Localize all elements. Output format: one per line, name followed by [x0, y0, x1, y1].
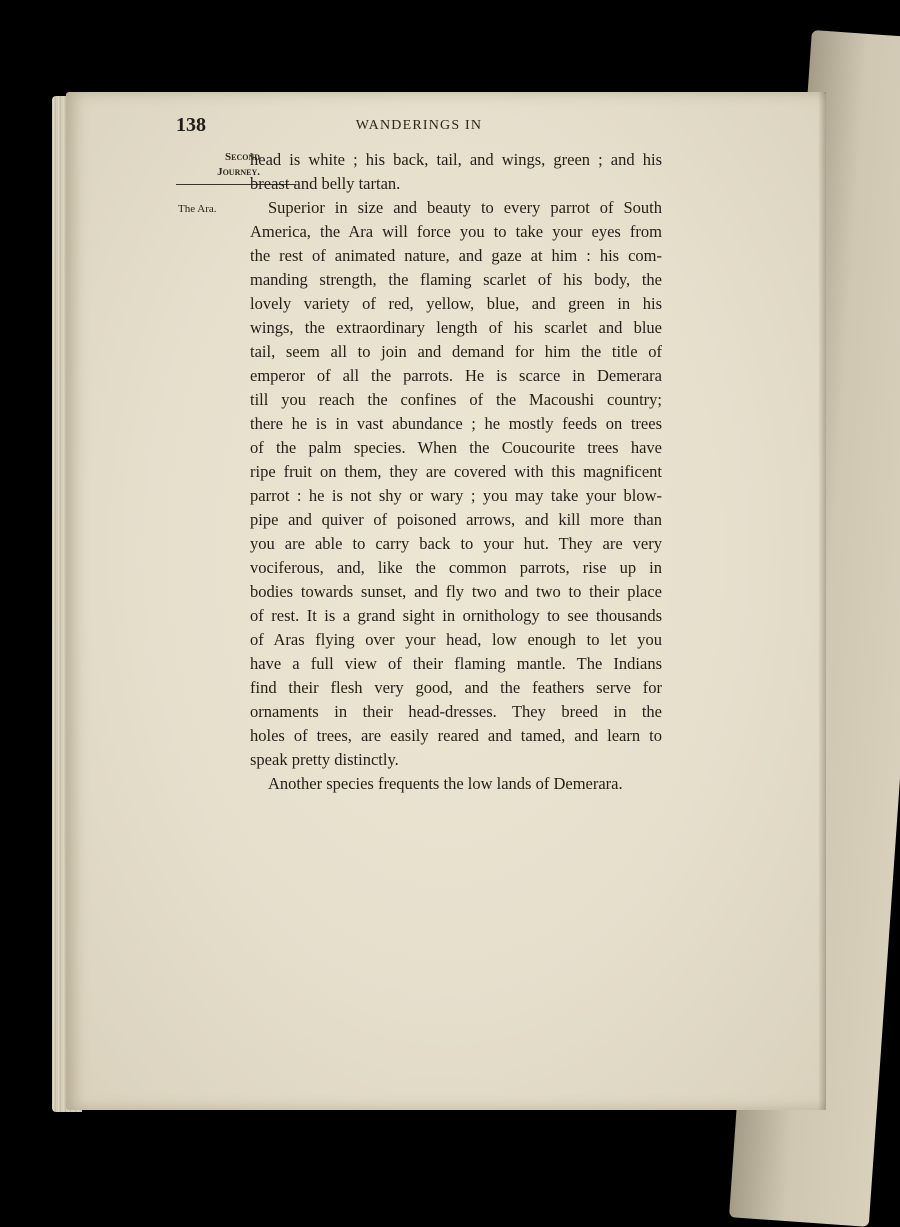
text-line: vociferous, and, like the common parrots, rise up in [250, 558, 662, 577]
text-line: you are able to carry back to your hut. They are very [250, 534, 662, 553]
text-line: the rest of animated nature, and gaze at him : his com- [250, 246, 662, 265]
text-line: bodies towards sunset, and fly two and two to their place [250, 582, 662, 601]
margin-note-section: The Ara. [178, 203, 217, 215]
margin-note-journey-2: Journey. [217, 166, 260, 178]
text-line: lovely variety of red, yellow, blue, and green in his [250, 294, 662, 313]
text-line: parrot : he is not shy or wary ; you may take your blow- [250, 486, 662, 505]
text-line: holes of trees, are easily reared and tamed, and learn to [250, 726, 662, 745]
text-line: ornaments in their head-dresses. They breed in the [250, 702, 662, 721]
text-line: have a full view of their flaming mantle. The Indians [250, 654, 662, 673]
body-text [250, 148, 662, 796]
text-line: head is white ; his back, tail, and wings, green ; and his [250, 150, 662, 169]
paragraph-container [250, 148, 662, 796]
text-line: emperor of all the parrots. He is scarce in Demerara [250, 366, 662, 385]
running-title: WANDERINGS IN [355, 118, 483, 133]
text-line: ripe fruit on them, they are covered with this magnificent [250, 462, 662, 481]
text-line: till you reach the confines of the Macoushi country; [250, 390, 662, 409]
text-line: of rest. It is a grand sight in ornithology to see thousands [250, 606, 662, 625]
text-line: of Aras flying over your head, low enough to let you [250, 630, 662, 649]
text-line: there he is in vast abundance ; he mostly feeds on trees [250, 414, 662, 433]
text-line: find their flesh very good, and the feathers serve for [250, 678, 662, 697]
text-line: wings, the extraordinary length of his scarlet and blue [250, 318, 662, 337]
margin-note-journey-1: Second [224, 151, 260, 163]
page-number: 138 [176, 114, 206, 136]
text-line: Another species frequents the low lands of Demerara. [268, 774, 623, 793]
text-line: pipe and quiver of poisoned arrows, and kill more than [250, 510, 662, 529]
text-line: manding strength, the flaming scarlet of his body, the [250, 270, 662, 289]
text-line: breast and belly tartan. [250, 174, 401, 193]
text-line: of the palm species. When the Coucourite trees have [250, 438, 662, 457]
page-gutter-shadow [818, 92, 826, 1110]
paragraph [250, 196, 662, 772]
text-line: Superior in size and beauty to every parrot of South [268, 198, 662, 217]
paragraph [250, 772, 662, 796]
text-line: America, the Ara will force you to take your eyes from [250, 222, 662, 241]
text-line: speak pretty distinctly. [250, 750, 399, 769]
text-line: tail, seem all to join and demand for him the title of [250, 342, 662, 361]
paragraph [250, 148, 662, 196]
running-head [176, 114, 662, 140]
